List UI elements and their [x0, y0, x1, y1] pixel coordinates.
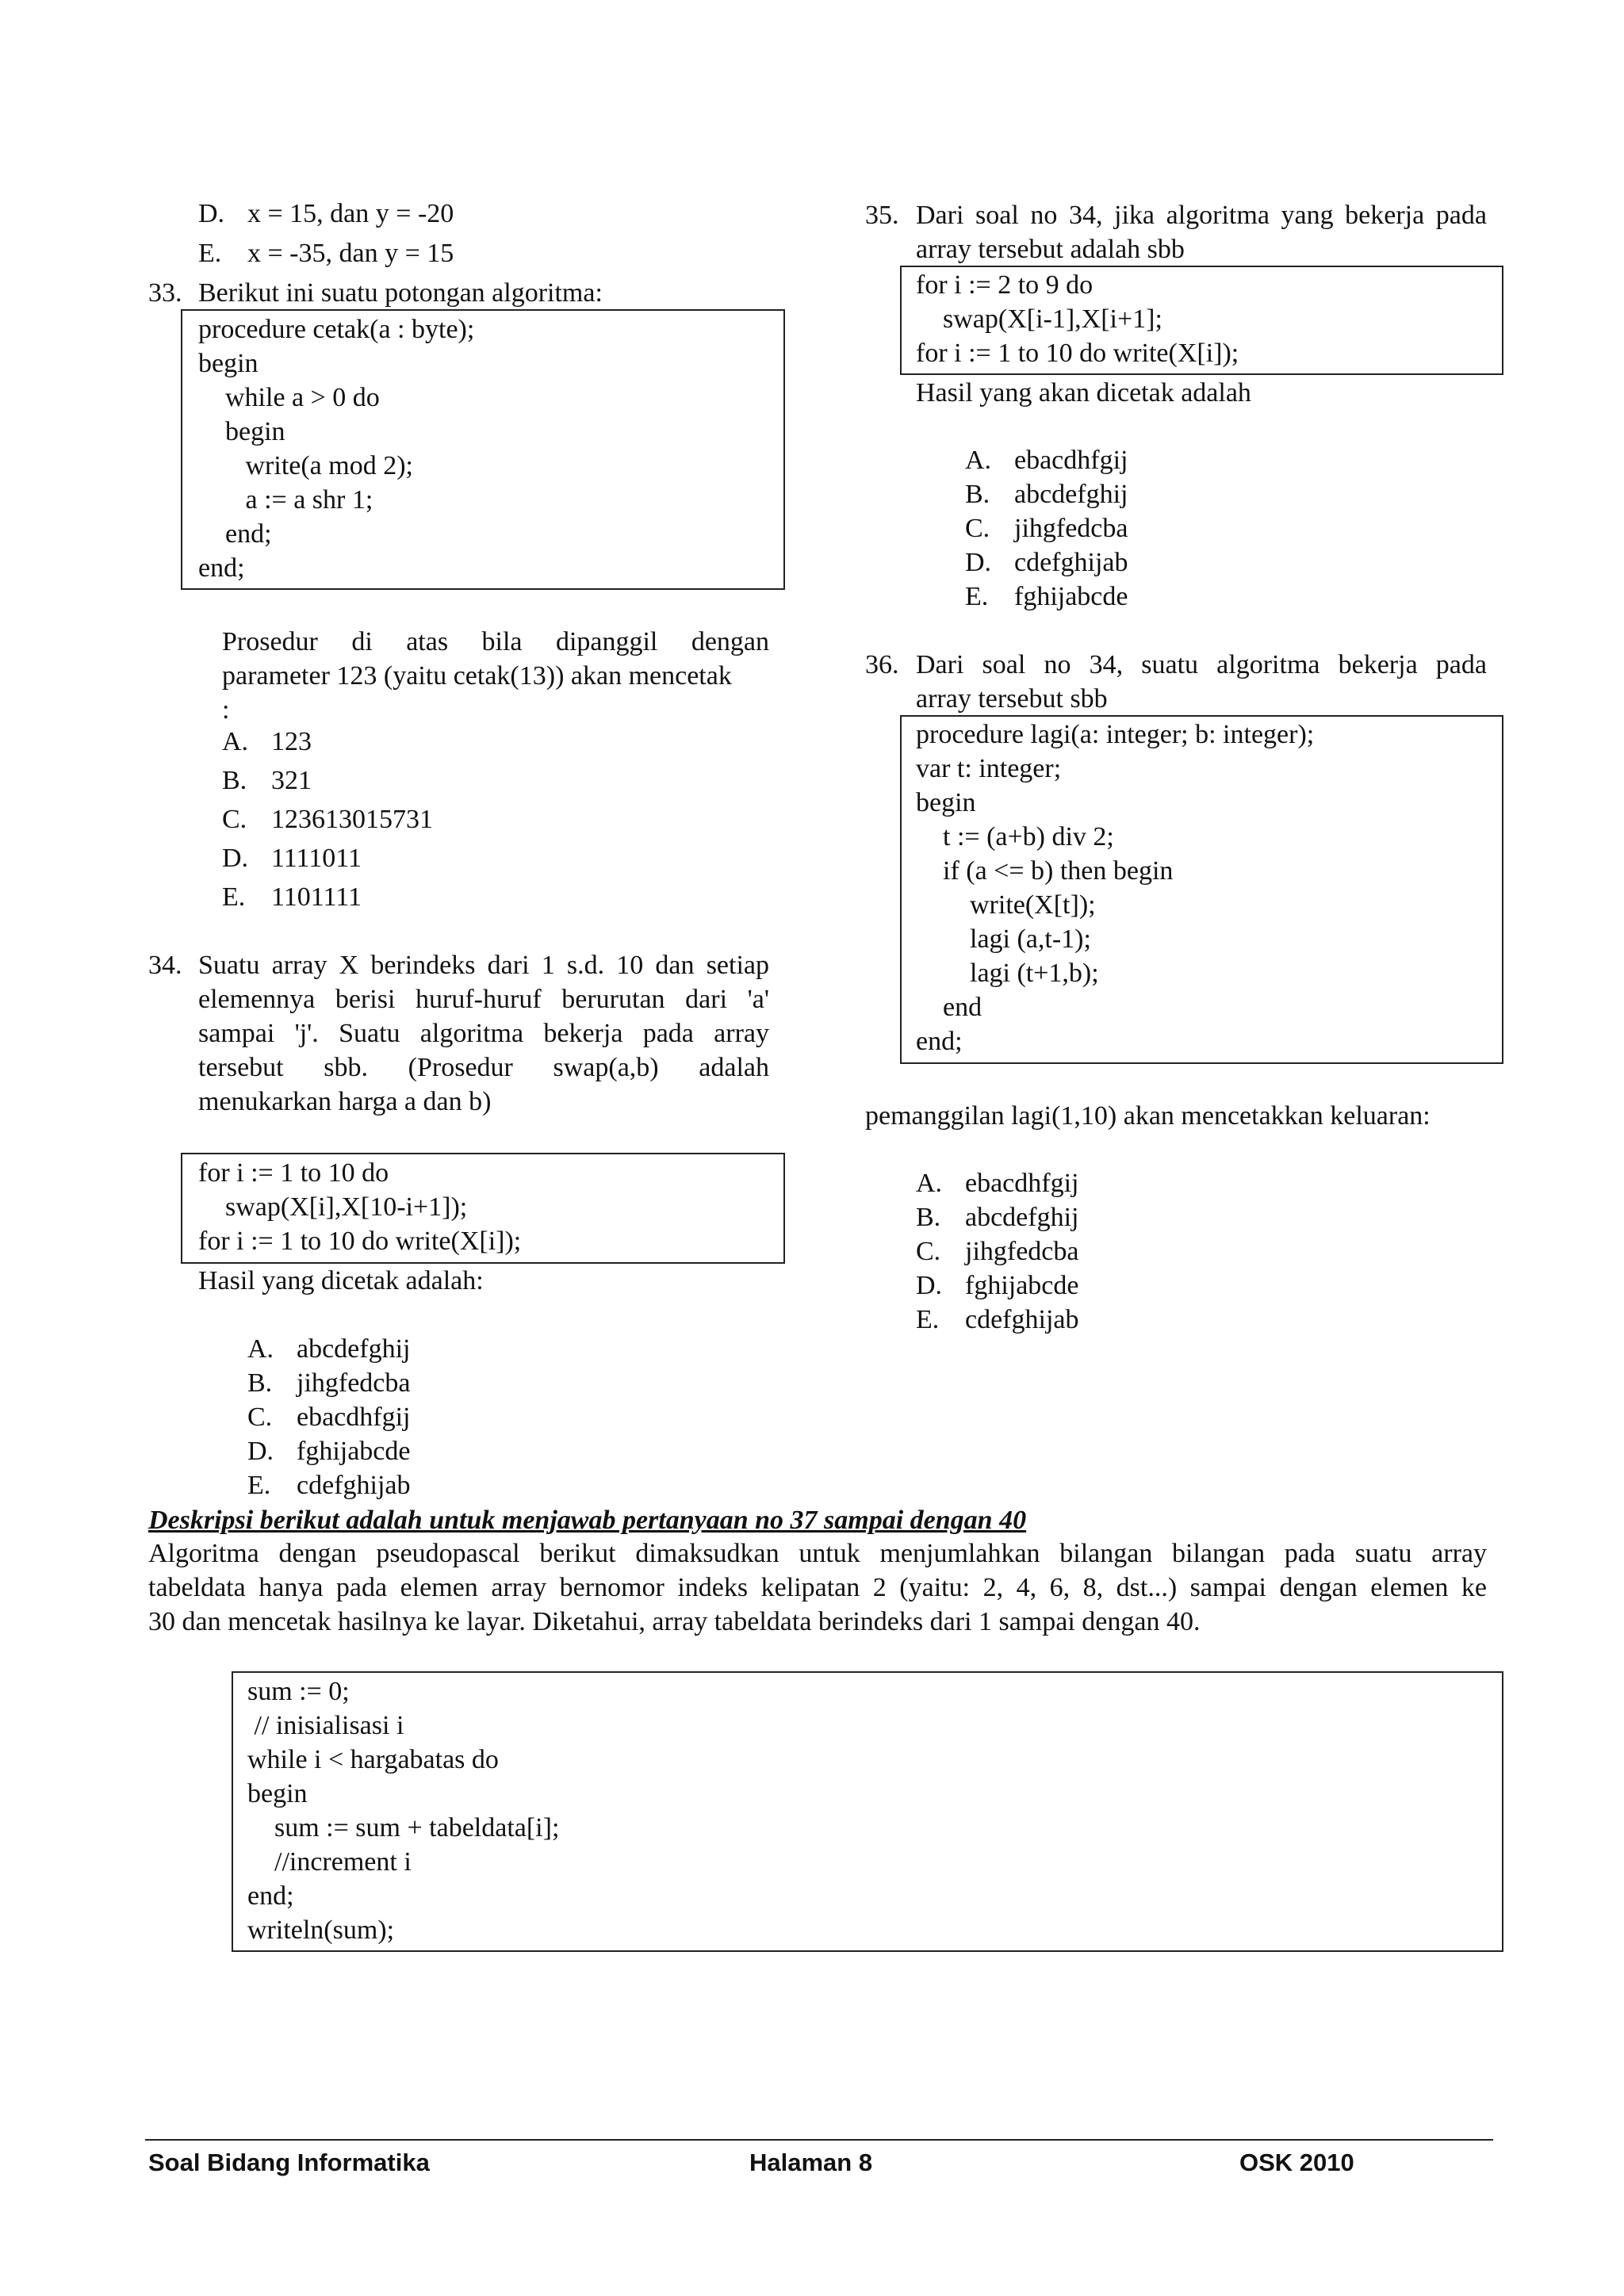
option-text: ebacdhfgij: [965, 1169, 1079, 1198]
option-text: fghijabcde: [965, 1271, 1079, 1300]
q34-option-a: [247, 1332, 411, 1366]
option-label: D.: [198, 199, 225, 228]
code-line: swap(X[i],X[10-i+1]);: [198, 1192, 468, 1222]
code-line: var t: integer;: [916, 754, 1062, 783]
option-label: D.: [222, 844, 249, 873]
option-label: B.: [247, 1368, 273, 1398]
code-line: // inisialisasi i: [247, 1711, 404, 1740]
option-label: D.: [247, 1437, 274, 1466]
option-label: D.: [916, 1271, 943, 1300]
option-label: C.: [247, 1402, 273, 1432]
q33-question-line: Prosedur di atas bila dipanggil dengan: [222, 627, 769, 656]
option-text: 1101111: [271, 882, 362, 912]
option-label: E.: [916, 1305, 940, 1334]
option-label: D.: [965, 548, 992, 577]
option-text: ebacdhfgij: [1014, 446, 1128, 475]
option-label: C.: [222, 805, 247, 834]
code-line: lagi (a,t-1);: [916, 924, 1091, 954]
option-text: x = -35, dan y = 15: [247, 239, 454, 268]
q33-option-e: [222, 880, 362, 914]
option-label: E.: [247, 1471, 271, 1500]
option-label: B.: [965, 480, 990, 509]
description-line: 30 dan mencetak hasilnya ke layar. Diketahui, array tabeldata berindeks dari 1 sampai dengan 40.: [148, 1607, 1201, 1636]
option-label: A.: [222, 727, 249, 756]
option-text: abcdefghij: [297, 1334, 411, 1364]
q34-option-b: [247, 1366, 411, 1400]
code-line: //increment i: [247, 1847, 412, 1877]
code-line: for i := 2 to 9 do: [916, 270, 1094, 300]
option-text: abcdefghij: [1014, 480, 1128, 509]
q36-option-e: [916, 1303, 1079, 1337]
code-line: for i := 1 to 10 do: [198, 1158, 389, 1188]
option-label: E.: [965, 582, 989, 611]
code-line: for i := 1 to 10 do write(X[i]);: [916, 339, 1239, 368]
code-line: begin: [198, 417, 285, 446]
option-label: C.: [916, 1237, 941, 1266]
option-text: ebacdhfgij: [297, 1402, 411, 1432]
code-line: begin: [198, 349, 259, 378]
q34-intro-line: tersebut sbb. (Prosedur swap(a,b) adalah: [198, 1053, 769, 1082]
option-text: x = 15, dan y = -20: [247, 199, 454, 228]
option-label: A.: [247, 1334, 274, 1364]
q36-call: pemanggilan lagi(1,10) akan mencetakkan keluaran:: [865, 1101, 1431, 1131]
q33-option-d: [222, 841, 362, 875]
q35-option-c: [965, 511, 1128, 545]
option-text: jihgfedcba: [1014, 514, 1128, 543]
q35-intro-line: Dari soal no 34, jika algoritma yang bekerja pada: [916, 201, 1487, 230]
q33-question-line: :: [222, 695, 230, 725]
q33-number: 33.: [148, 278, 182, 308]
q33-option-c: [222, 802, 433, 836]
q34-option-d: [247, 1434, 411, 1468]
q36-option-c: [916, 1234, 1079, 1269]
option-text: cdefghijab: [965, 1305, 1079, 1334]
q36-intro-line: array tersebut sbb: [916, 684, 1108, 714]
code-line: procedure cetak(a : byte);: [198, 315, 475, 344]
q35-option-a: [965, 443, 1128, 477]
q34-intro-line: menukarkan harga a dan b): [198, 1087, 492, 1116]
code-line: while i < hargabatas do: [247, 1745, 499, 1774]
option-text: cdefghijab: [297, 1471, 411, 1500]
option-text: 123: [271, 727, 312, 756]
q35-result: Hasil yang akan dicetak adalah: [916, 378, 1251, 408]
q35-number: 35.: [865, 201, 899, 230]
option-text: fghijabcde: [297, 1437, 411, 1466]
description-heading: Deskripsi berikut adalah untuk menjawab pertanyaan no 37 sampai dengan 40: [148, 1506, 1027, 1535]
q35-option-e: [965, 580, 1128, 614]
option-text: cdefghijab: [1014, 548, 1128, 577]
code-line: write(X[t]);: [916, 890, 1096, 920]
q33-option-a: [222, 725, 312, 759]
q33-option-b: [222, 763, 312, 798]
code-line: for i := 1 to 10 do write(X[i]);: [198, 1226, 522, 1256]
q33-question-line: parameter 123 (yaitu cetak(13)) akan mencetak: [222, 661, 732, 691]
code-line: begin: [916, 788, 976, 817]
option-label: A.: [965, 446, 992, 475]
q34-option-e: [247, 1468, 411, 1502]
option-label: B.: [222, 766, 247, 795]
q36-intro-line: Dari soal no 34, suatu algoritma bekerja pada: [916, 650, 1487, 679]
q36-option-d: [916, 1269, 1079, 1303]
footer-event: OSK 2010: [1239, 2149, 1354, 2176]
q35-option-b: [965, 477, 1128, 511]
q34-intro-line: sampai 'j'. Suatu algoritma bekerja pada array: [198, 1019, 769, 1048]
q34-intro-line: Suatu array X berindeks dari 1 s.d. 10 dan setiap: [198, 951, 769, 980]
option-label: E.: [198, 239, 222, 268]
q36-option-a: [916, 1166, 1079, 1200]
option-text: 123613015731: [271, 805, 433, 834]
option-text: 321: [271, 766, 312, 795]
code-line: writeln(sum);: [247, 1915, 395, 1945]
q34-result: Hasil yang dicetak adalah:: [198, 1266, 484, 1295]
footer-page-number: Halaman 8: [749, 2149, 873, 2176]
code-line: begin: [247, 1779, 308, 1808]
q36-option-b: [916, 1200, 1079, 1234]
code-line: lagi (t+1,b);: [916, 959, 1099, 988]
option-label: E.: [222, 882, 246, 912]
footer-divider: [145, 2139, 1493, 2141]
code-line: procedure lagi(a: integer; b: integer);: [916, 720, 1315, 749]
q34-intro-line: elemennya berisi huruf-huruf berurutan dari 'a': [198, 985, 769, 1014]
q36-number: 36.: [865, 650, 899, 679]
footer-subject: Soal Bidang Informatika: [148, 2149, 430, 2176]
option-text: abcdefghij: [965, 1203, 1079, 1232]
code-line: if (a <= b) then begin: [916, 856, 1174, 886]
code-line: end;: [247, 1881, 294, 1911]
code-line: end: [916, 993, 982, 1022]
code-line: end;: [198, 553, 245, 583]
code-line: swap(X[i-1],X[i+1];: [916, 304, 1162, 334]
code-line: a := a shr 1;: [198, 485, 373, 515]
code-line: end;: [198, 519, 272, 549]
description-line: tabeldata hanya pada elemen array bernomor indeks kelipatan 2 (yaitu: 2, 4, 6, 8, dst...) sampai dengan elemen ke: [148, 1573, 1487, 1602]
option-label: B.: [916, 1203, 941, 1232]
code-line: end;: [916, 1027, 963, 1056]
q35-option-d: [965, 545, 1128, 580]
option-text: jihgfedcba: [965, 1237, 1079, 1266]
code-line: sum := 0;: [247, 1677, 350, 1706]
code-line: while a > 0 do: [198, 383, 380, 412]
q35-intro-line: array tersebut adalah sbb: [916, 235, 1185, 264]
option-text: jihgfedcba: [297, 1368, 411, 1398]
option-text: fghijabcde: [1014, 582, 1128, 611]
code-line: sum := sum + tabeldata[i];: [247, 1813, 560, 1843]
option-label: C.: [965, 514, 990, 543]
option-label: A.: [916, 1169, 943, 1198]
q32-option-e: [198, 236, 454, 270]
code-line: t := (a+b) div 2;: [916, 822, 1114, 851]
description-line: Algoritma dengan pseudopascal berikut dimaksudkan untuk menjumlahkan bilangan bilangan pada suatu array: [148, 1539, 1487, 1568]
q33-intro: Berikut ini suatu potongan algoritma:: [198, 278, 603, 308]
code-line: write(a mod 2);: [198, 451, 413, 480]
q34-option-c: [247, 1400, 411, 1434]
q32-option-d: [198, 197, 454, 231]
option-text: 1111011: [271, 844, 362, 873]
q34-number: 34.: [148, 951, 182, 980]
